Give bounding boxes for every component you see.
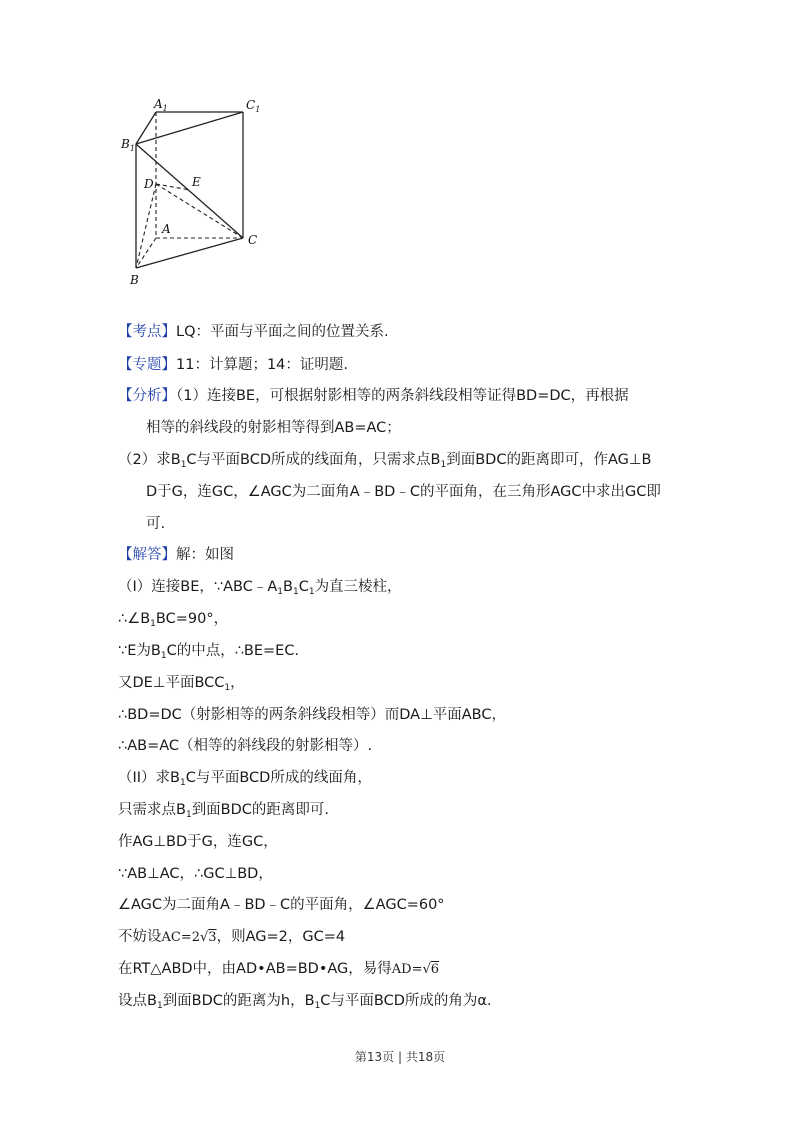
solution-line-3 (118, 641, 299, 661)
fenxi-text-3a: （2）求B (118, 452, 181, 468)
text: ， (230, 675, 245, 691)
zhuanti-line (118, 355, 348, 375)
kaodian-line (118, 322, 389, 342)
solution-line-6 (118, 736, 372, 756)
fenxi-line-2 (146, 418, 401, 438)
text: ∵E为B (118, 643, 161, 659)
solution-line-9 (118, 832, 278, 852)
label-A1: $A_1$ (154, 97, 168, 113)
subscript: 1 (308, 587, 315, 597)
fenxi-text-1: （1）连接BE，可根据射影相等的两条斜线段相等证得BD=DC，再根据 (176, 388, 629, 404)
text: 设点B (118, 993, 157, 1009)
text: 为直三棱柱， (314, 579, 402, 595)
fenxi-line-4 (146, 482, 661, 502)
text: ∴AB=AC（相等的斜线段的射影相等）. (118, 738, 373, 754)
jieda-tag: 【解答】 (118, 547, 176, 563)
formula: AD= (391, 962, 423, 977)
kaodian-text: LQ：平面与平面之间的位置关系. (176, 324, 389, 340)
subscript: 1 (160, 651, 167, 661)
label-E: E (192, 175, 201, 189)
subscript: 1 (180, 778, 186, 788)
fenxi-line-1 (118, 386, 629, 406)
fenxi-tag: 【分析】 (118, 388, 176, 404)
fenxi-text-3b: C与平面BCD所成的线面角，只需求点B (186, 452, 441, 468)
text: C与平面BCD所成的角为α. (320, 993, 492, 1009)
text: （II）求B (118, 770, 180, 786)
text: ∴BD=DC（射影相等的两条斜线段相等）而DA⊥平面ABC， (118, 707, 506, 723)
label-B1: $B_1$ (121, 137, 135, 153)
solution-line-8 (118, 800, 329, 820)
fenxi-line-5 (146, 514, 165, 534)
text: ∴∠B (118, 611, 151, 627)
radicand: 6 (430, 962, 440, 977)
solution-line-12 (118, 927, 345, 948)
fenxi-text-2: 相等的斜线段的射影相等得到AB=AC； (146, 420, 401, 436)
text: C (298, 579, 309, 595)
sqrt-sign: √ (422, 962, 431, 977)
subscript: 1 (150, 619, 156, 629)
formula: AC=2 (161, 930, 200, 945)
zhuanti-text: 11：计算题；14：证明题. (176, 357, 349, 373)
sqrt-sign: √ (200, 930, 209, 945)
subscript: 1 (224, 683, 231, 693)
label-A: A (162, 222, 171, 236)
subscript: 1 (156, 1001, 163, 1011)
fenxi-text-4: D于G，连GC，∠AGC为二面角A﹣BD﹣C的平面角，在三角形AGC中求出GC即 (146, 484, 661, 500)
radicand: 3 (208, 930, 217, 945)
text: ∠AGC为二面角A﹣BD﹣C的平面角，∠AGC=60° (118, 897, 445, 913)
label-C1: $C_1$ (246, 98, 261, 114)
text: 只需求点B (118, 802, 186, 818)
solution-line-10 (118, 864, 273, 884)
fenxi-text-5: 可. (146, 516, 166, 532)
solution-line-14 (118, 991, 492, 1011)
solution-line-7 (118, 768, 372, 788)
subscript: 1 (314, 1001, 321, 1011)
subscript: 1 (277, 587, 284, 597)
text: C与平面BCD所成的线面角， (185, 770, 372, 786)
prism-figure (118, 92, 278, 292)
solution-line-11 (118, 895, 445, 915)
fenxi-line-3 (118, 450, 651, 470)
text: （I）连接BE，∵ABC﹣A (118, 579, 278, 595)
text: 到面BDC的距离为h，B (162, 993, 315, 1009)
text: 作AG⊥BD于G，连GC， (118, 834, 278, 850)
fenxi-text-3c: 到面BDC的距离即可，作AG⊥B (446, 452, 652, 468)
label-D: D (144, 177, 154, 191)
label-B: B (130, 273, 139, 287)
text: B (283, 579, 293, 595)
subscript: 1 (180, 460, 187, 470)
kaodian-tag: 【考点】 (118, 324, 176, 340)
zhuanti-tag: 【专题】 (118, 357, 176, 373)
text: 在RT△ABD中，由AD•AB=BD•AG，易得 (118, 961, 392, 977)
subscript: 1 (440, 460, 447, 470)
text: BC=90°， (155, 611, 229, 627)
prism-diagram (118, 92, 278, 292)
solution-line-13 (118, 959, 439, 980)
solution-line-1 (118, 577, 402, 597)
solution-line-2 (118, 609, 228, 629)
text: ∵AB⊥AC，∴GC⊥BD， (118, 866, 273, 882)
subscript: 1 (292, 587, 299, 597)
jieda-line (118, 545, 234, 565)
text: C的中点，∴BE=EC. (166, 643, 300, 659)
solution-line-5 (118, 705, 506, 725)
subscript: 1 (185, 810, 192, 820)
label-C: C (248, 233, 258, 247)
text: 到面BDC的距离即可. (191, 802, 330, 818)
text: 不妨设 (118, 929, 162, 945)
text: ，则AG=2，GC=4 (216, 929, 346, 945)
text: 又DE⊥平面BCC (118, 675, 225, 691)
jieda-head: 解：如图 (176, 547, 234, 563)
solution-line-4 (118, 673, 245, 693)
page-footer: 第13页 | 共18页 (354, 1050, 446, 1064)
